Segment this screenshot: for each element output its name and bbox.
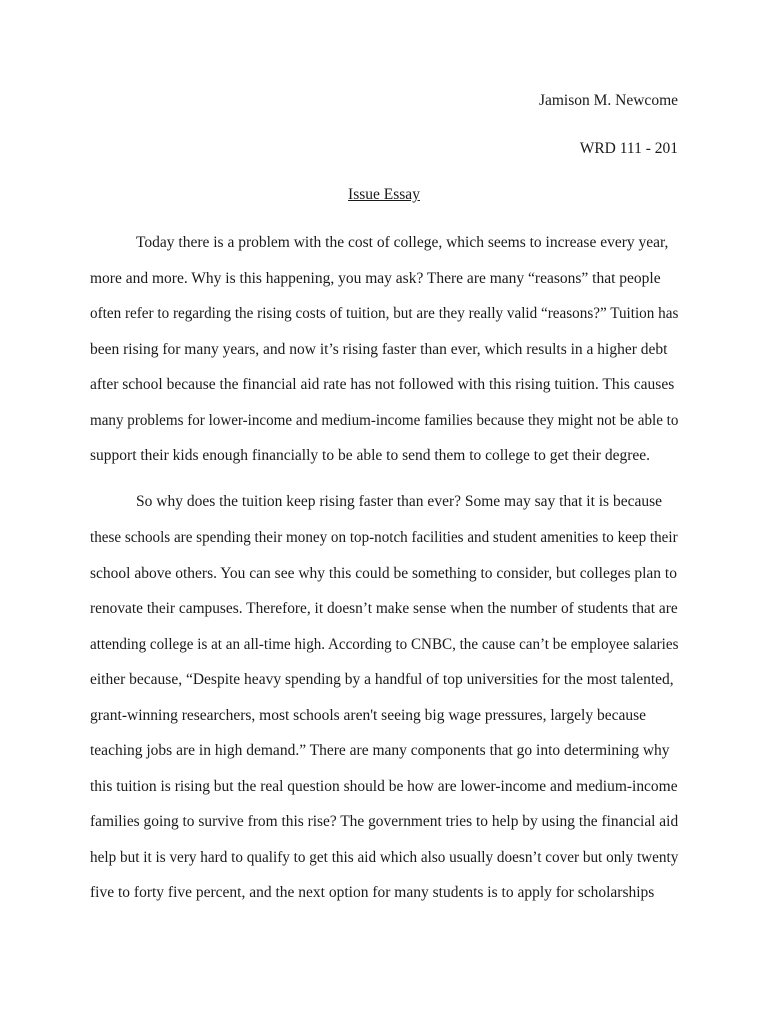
paragraph-1-line-5: after school because the financial aid rate has not followed with this rising tuition. This causes: [90, 376, 675, 393]
paragraph-2-line-1: So why does the tuition keep rising faster than ever? Some may say that it is because: [136, 493, 663, 510]
paragraph-2-line-7: grant-winning researchers, most schools aren't seeing big wage pressures, largely because: [90, 707, 647, 724]
paragraph-2-line-11: help but it is very hard to qualify to get this aid which also usually doesn’t cover but only twenty: [90, 849, 679, 866]
paragraph-1-line-6: many problems for lower-income and medium-income families because they might not be able to: [90, 412, 679, 429]
paragraph-2-line-6: either because, “Despite heavy spending by a handful of top universities for the most talented,: [90, 671, 674, 688]
paragraph-2-line-8: teaching jobs are in high demand.” There are many components that go into determining why: [90, 742, 670, 759]
paragraph-2-line-9: this tuition is rising but the real question should be how are lower-income and medium-income: [90, 778, 678, 795]
paragraph-2-line-12: five to forty five percent, and the next option for many students is to apply for scholarships: [90, 884, 655, 901]
paragraph-2-line-3: school above others. You can see why this could be something to consider, but colleges plan to: [90, 565, 677, 582]
paragraph-2-line-2: these schools are spending their money on top-notch facilities and student amenities to keep their: [90, 529, 678, 546]
essay-title-text: Issue Essay: [348, 186, 420, 203]
course-code: WRD 111 - 201: [579, 140, 678, 157]
paragraph-1-line-1: Today there is a problem with the cost of college, which seems to increase every year,: [136, 234, 669, 251]
paragraph-2-line-5: attending college is at an all-time high. According to CNBC, the cause can’t be employee salaries: [90, 636, 679, 653]
paragraph-1-line-2: more and more. Why is this happening, you may ask? There are many “reasons” that people: [90, 270, 661, 287]
essay-title: [0, 185, 768, 205]
paragraph-1-line-3: often refer to regarding the rising costs of tuition, but are they really valid “reasons?” Tuition has: [90, 305, 679, 322]
author-name: Jamison M. Newcome: [538, 92, 678, 109]
paragraph-1-line-7: support their kids enough financially to be able to send them to college to get their degree.: [90, 447, 650, 464]
paragraph-1-line-4: been rising for many years, and now it’s rising faster than ever, which results in a higher debt: [90, 341, 668, 358]
paragraph-2-line-10: families going to survive from this rise? The government tries to help by using the financial aid: [90, 813, 679, 830]
paragraph-2-line-4: renovate their campuses. Therefore, it doesn’t make sense when the number of students that are: [90, 600, 678, 617]
